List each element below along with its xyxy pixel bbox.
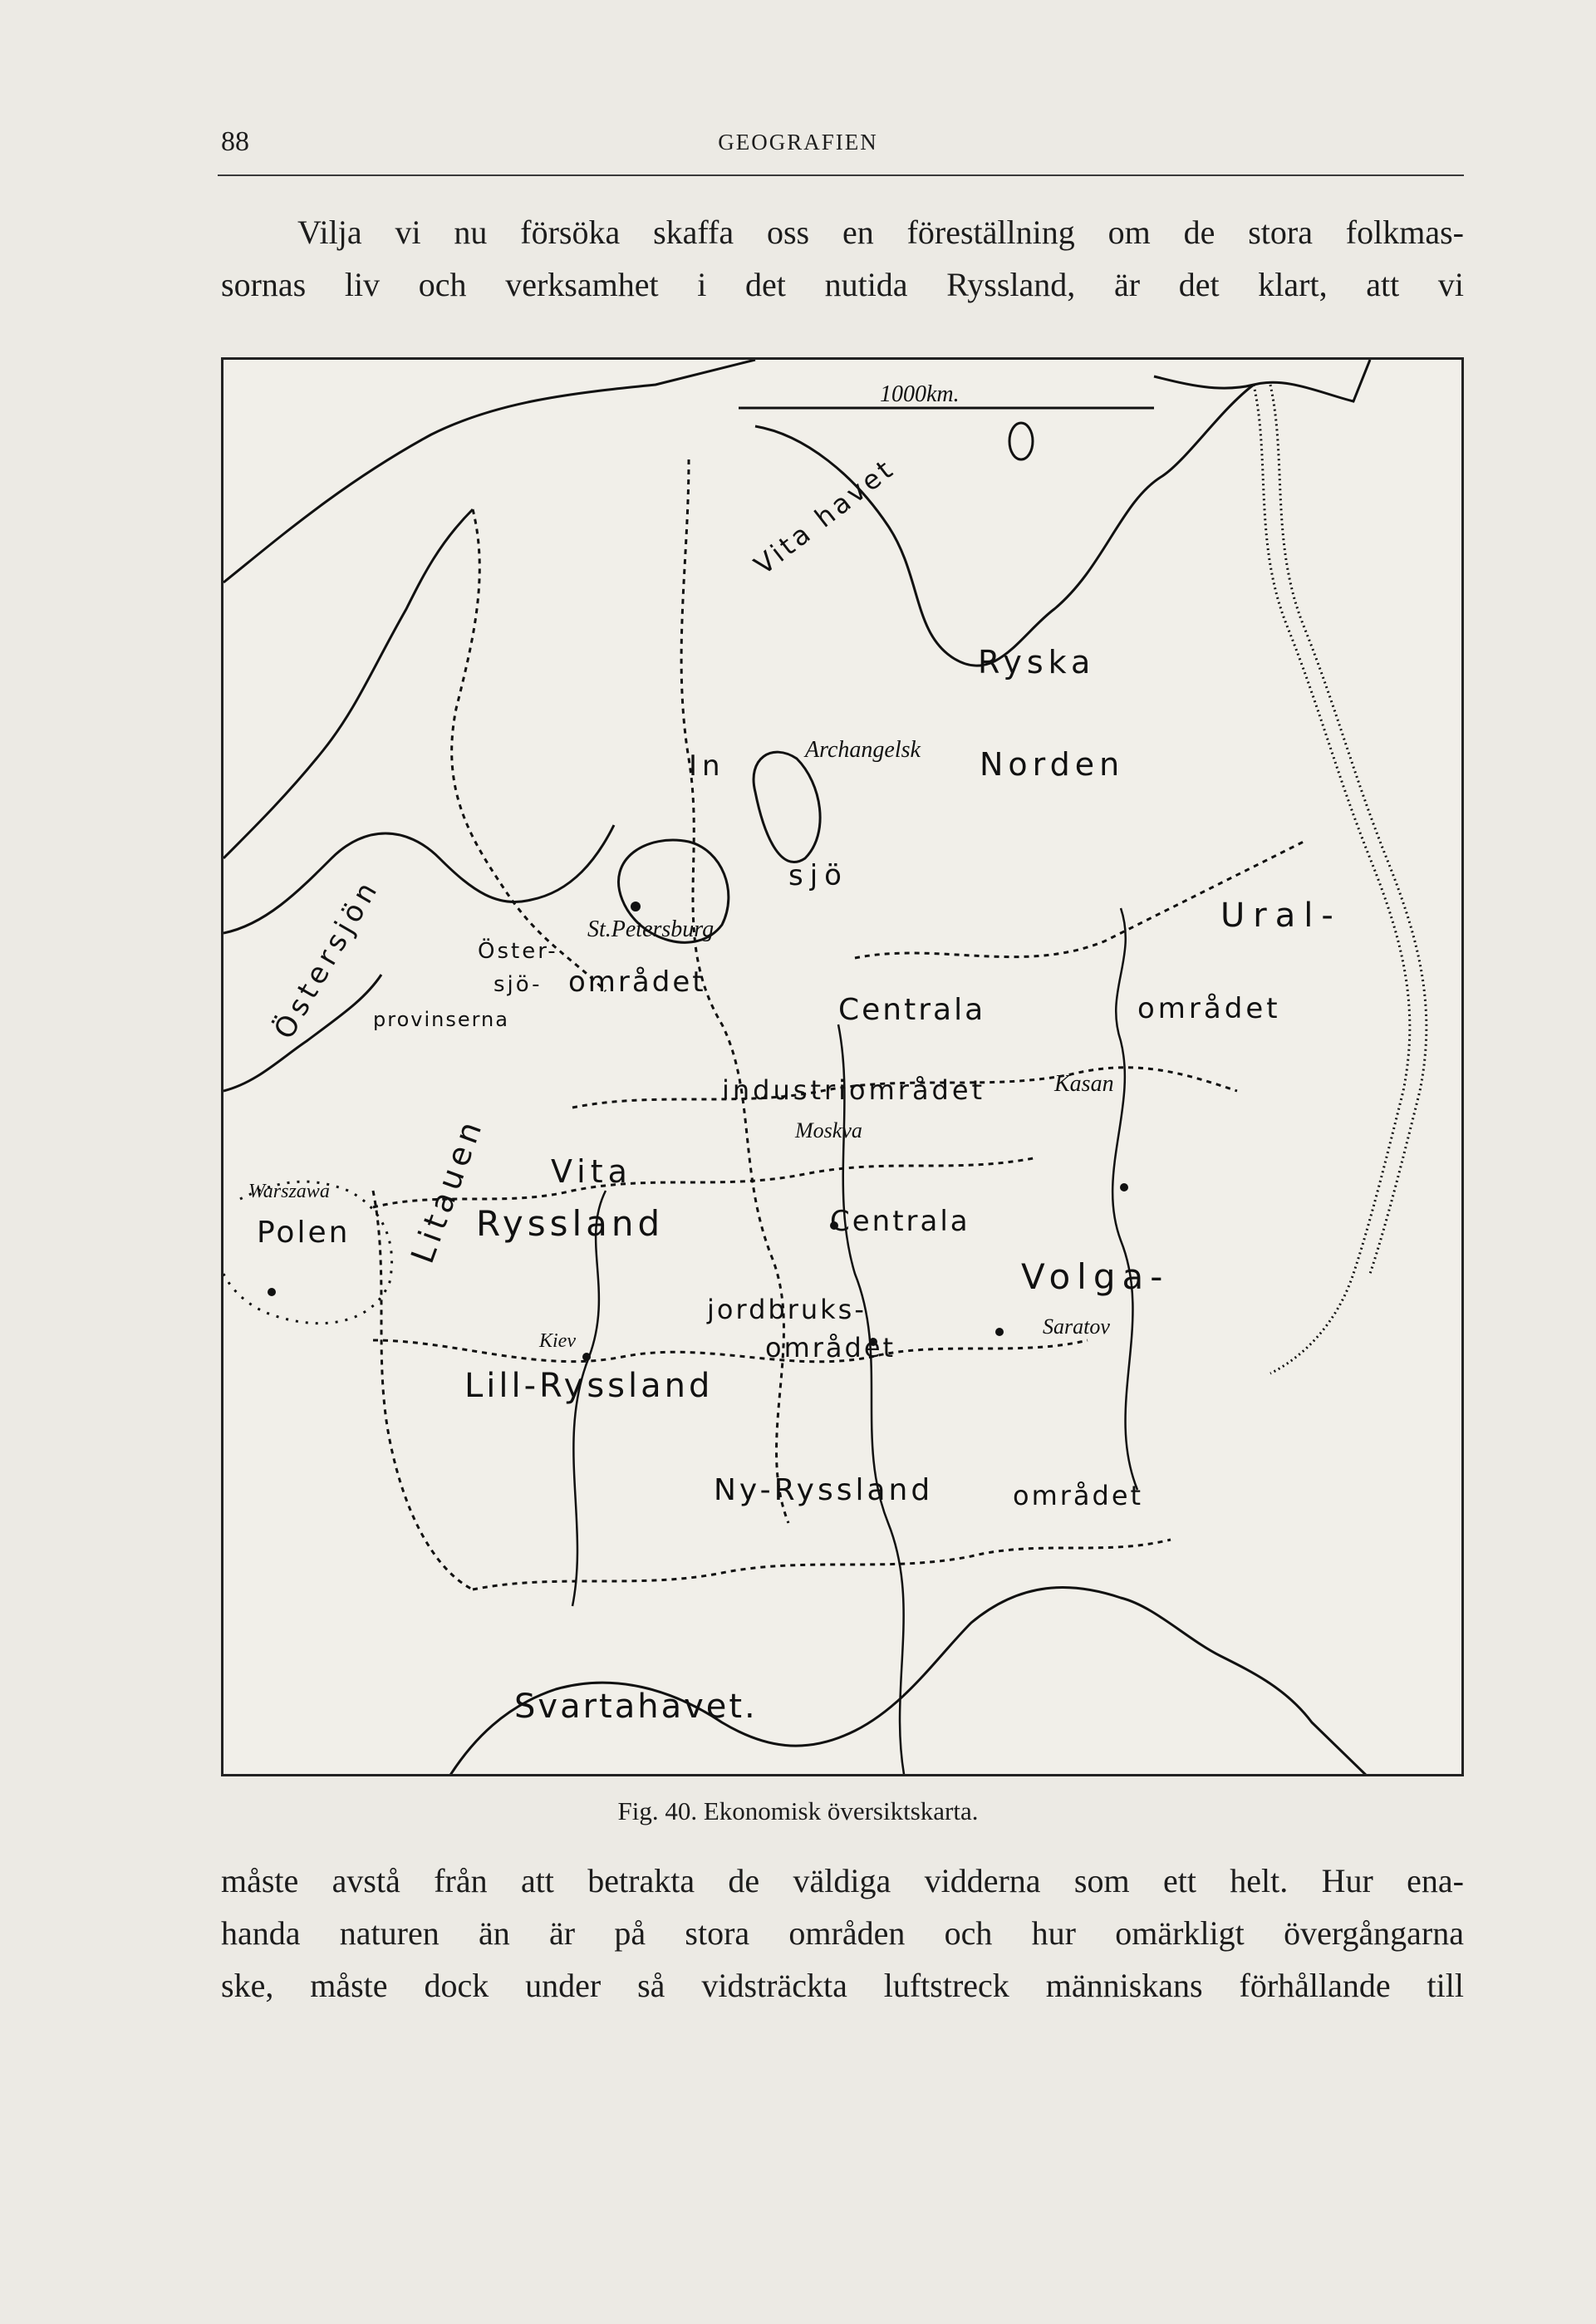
scale-label: 1000km. xyxy=(880,381,960,407)
label-archangelsk: Archangelsk xyxy=(805,737,921,763)
label-centrala-jordbruk: Centrala xyxy=(830,1205,970,1238)
label-ny-ryssland: Ny-Ryssland xyxy=(714,1473,934,1507)
lake xyxy=(1009,423,1033,459)
label-norden: Norden xyxy=(980,746,1125,783)
label-kiev: Kiev xyxy=(539,1330,576,1352)
economic-map xyxy=(223,360,1464,1776)
label-ural: Ural- xyxy=(1220,897,1342,935)
ural-range xyxy=(1270,385,1427,1274)
coastline-black-sea xyxy=(448,1588,1370,1776)
coastline-north xyxy=(223,360,755,582)
label-st-petersburg: St.Petersburg xyxy=(587,916,715,942)
coastline-scandinavia xyxy=(223,509,473,858)
city-dot-st-petersburg xyxy=(631,902,641,911)
label-ostersjo-omradet: området xyxy=(568,965,706,999)
label-industriomradet: industriområdet xyxy=(722,1074,986,1106)
paragraph-bottom xyxy=(221,1855,1464,2012)
river-volga xyxy=(1112,908,1137,1490)
page-number: 88 xyxy=(221,126,249,157)
label-provinserna: provinserna xyxy=(373,1008,509,1031)
label-lill-ryssland: Lill-Ryssland xyxy=(464,1367,714,1405)
label-saratov: Saratov xyxy=(1043,1314,1110,1339)
label-sjo: sjö xyxy=(788,859,848,892)
label-in: In xyxy=(689,749,725,783)
coastline-northeast xyxy=(1154,360,1370,401)
coastline-baltic xyxy=(223,825,614,933)
text-line: handa naturen än är på stora områden och hur omärkligt övergångarna xyxy=(221,1914,1464,1952)
label-moskva: Moskva xyxy=(795,1118,862,1142)
poland-border xyxy=(223,1182,392,1324)
label-vita-havet: Vita havet xyxy=(748,452,901,582)
label-ural-omradet: området xyxy=(1137,992,1281,1025)
ural-range xyxy=(1254,385,1410,1373)
label-warszawa: Warszawa xyxy=(248,1181,330,1202)
running-title: GEOGRAFIEN xyxy=(718,130,878,155)
boundary xyxy=(452,509,606,991)
label-volga-omradet: området xyxy=(1013,1480,1144,1511)
header-rule xyxy=(218,174,1464,176)
label-polen: Polen xyxy=(257,1216,351,1250)
boundary xyxy=(373,1340,1088,1362)
map-figure xyxy=(221,357,1464,1776)
paragraph-top xyxy=(221,206,1464,311)
city-dot-warszawa xyxy=(268,1288,276,1296)
label-volga: Volga- xyxy=(1021,1256,1170,1297)
label-oster: Öster- xyxy=(478,939,558,964)
city-dot-kiev xyxy=(582,1353,591,1361)
text-line: måste avstå från att betrakta de väldiga vidderna som ett helt. Hur ena- xyxy=(221,1862,1464,1899)
label-svartahavet: Svartahavet. xyxy=(514,1688,758,1726)
label-vita: Vita xyxy=(551,1153,632,1190)
text-line: ske, måste dock under så vidsträckta luftstreck människans förhållande till xyxy=(221,1967,1464,2004)
label-ostersjon: Östersjön xyxy=(268,872,386,1045)
text-line: Vilja vi nu försöka skaffa oss en föreställning om de stora folkmas- xyxy=(297,214,1464,251)
figure-caption: Fig. 40. Ekonomisk översiktskarta. xyxy=(617,1796,979,1825)
label-sjo-dash: sjö- xyxy=(494,972,543,997)
label-ryska: Ryska xyxy=(978,644,1096,680)
label-litauen: Litauen xyxy=(404,1112,491,1269)
label-centrala-industri: Centrala xyxy=(838,993,986,1027)
city-dot-saratov xyxy=(995,1328,1004,1336)
label-kasan: Kasan xyxy=(1054,1071,1114,1097)
label-ryssland: Ryssland xyxy=(476,1203,665,1244)
text-line: sornas liv och verksamhet i det nutida Ryssland, är det klart, att vi xyxy=(221,266,1464,303)
lake-onega xyxy=(754,752,820,862)
label-jordbruk-omradet: området xyxy=(765,1332,896,1363)
city-dot-kasan xyxy=(1120,1183,1128,1191)
label-jordbruks: jordbruks- xyxy=(707,1294,867,1325)
